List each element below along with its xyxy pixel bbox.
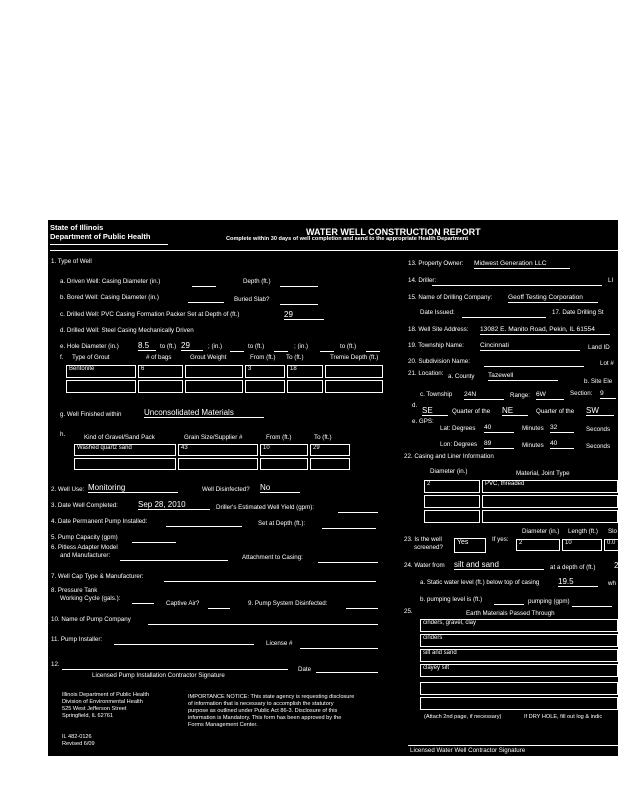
county-label: a. County (448, 373, 475, 380)
form-id: IL 482-0126 (62, 734, 92, 740)
hole-diameter-2-field[interactable] (230, 351, 244, 352)
date-issued-field[interactable] (462, 317, 546, 318)
notice-line-5: Forms Management Center. (188, 722, 258, 728)
longitude-seconds-label: Seconds (586, 443, 611, 450)
pressure-tank-label: 8. Pressure Tank (51, 587, 98, 594)
grout-from-cell[interactable] (245, 365, 285, 378)
casing-material-header: Material, Joint Type (516, 470, 570, 477)
item-25-label: 25. (404, 608, 413, 615)
dry-hole-note: If DRY HOLE, fill out log & indic (524, 714, 603, 720)
grout-type-cell[interactable] (66, 365, 136, 378)
screened-value: Yes (457, 539, 469, 546)
well-site-value[interactable]: 13082 E. Manito Road, Pekin, IL 61554 (480, 326, 610, 335)
driller-label: 14. Driller: (408, 277, 437, 284)
latitude-label: Lat: Degrees (440, 425, 476, 432)
material-row-5[interactable] (420, 682, 618, 695)
captive-air-label: Captive Air? (166, 600, 200, 607)
earth-materials-header: Earth Materials Passed Through (466, 610, 555, 617)
casing-material-cell-2[interactable] (482, 495, 618, 508)
driven-depth-field[interactable] (280, 286, 318, 287)
gravel-grain-header: Grain Size/Supplier # (184, 434, 243, 441)
pump-signature-caption: Licensed Pump Installation Contractor Signature (92, 672, 225, 679)
gravel-to-value: 29 (313, 445, 320, 451)
county-value[interactable]: Tazewell (488, 372, 558, 381)
well-use-label: 2. Well Use: (51, 486, 85, 493)
section-label: Section: (570, 390, 593, 397)
latitude-seconds-label: Seconds (586, 426, 611, 433)
driven-depth-label: Depth (ft.) (243, 278, 271, 285)
gravel-kind-cell-2[interactable] (74, 458, 176, 470)
working-cycle-field[interactable] (132, 603, 154, 604)
driller-field[interactable] (432, 285, 602, 286)
casing-info-label: 22. Casing and Liner Information (404, 453, 494, 460)
static-level-value[interactable]: 19.5 (558, 577, 598, 587)
date-field[interactable] (316, 672, 378, 673)
pumping-gpm-field[interactable] (572, 606, 612, 607)
material-row-2[interactable] (420, 634, 618, 647)
range-label: Range: (510, 392, 530, 399)
grout-to-header: To (ft.) (286, 354, 304, 361)
gps-label: e. GPS: (412, 418, 434, 425)
to-ft-2-field[interactable] (274, 351, 288, 352)
department-label: Department of Public Health (50, 232, 151, 241)
well-use-value[interactable]: Monitoring (88, 483, 178, 493)
date-pump-label: 4. Date Permanent Pump Installed: (51, 518, 148, 525)
item-12-label: 12. (51, 661, 60, 668)
at-depth-label: at a depth of (ft.) (550, 564, 596, 571)
to-ft-label: to (ft.) (160, 343, 177, 350)
manufacturer-label: and Manufacturer: (60, 552, 111, 559)
attachment-field[interactable] (318, 562, 378, 563)
pvc-depth-value[interactable]: 29 (284, 310, 324, 320)
grout-tremie-cell-2[interactable] (325, 380, 383, 393)
report-title: WATER WELL CONSTRUCTION REPORT (306, 227, 481, 237)
casing-diameter-cell[interactable] (424, 480, 480, 493)
in-label-3: ; (in.) (294, 343, 309, 350)
hole-diameter-value[interactable]: 8.5 (138, 341, 156, 351)
grout-bags-cell[interactable] (138, 365, 183, 378)
grout-weight-cell-2[interactable] (185, 380, 243, 393)
property-owner-label: 13. Property Owner: (408, 260, 464, 267)
location-label: 21. Location: (408, 370, 444, 377)
property-owner-value[interactable]: Midwest Generation LLC (474, 260, 570, 269)
subdivision-field[interactable] (484, 366, 584, 367)
revised-date: Revised 6/09 (62, 741, 95, 747)
longitude-label: Lon: Degrees (440, 441, 478, 448)
well-finished-label: g. Well Finished within (60, 411, 122, 418)
static-level-label: a. Static water level (ft.) below top of casing (420, 579, 540, 586)
date-drilling-label: 17. Date Drilling St (552, 309, 604, 316)
pump-capacity-label: 5. Pump Capacity (gpm) (51, 534, 118, 541)
footer-address-2: Division of Environmental Health (62, 699, 143, 705)
in-label-2: ; (in.) (208, 343, 223, 350)
grout-tremie-cell[interactable] (325, 365, 383, 378)
notice-line-4: information is Mandatory. This form has been approved by the (188, 715, 342, 721)
site-elevation-label: b. Site Ele (584, 378, 613, 385)
material-value-3: silt and sand (423, 650, 457, 656)
contractor-signature-field[interactable] (408, 745, 618, 746)
driller-yield-field[interactable] (338, 512, 378, 513)
bored-well-label: b. Bored Well: Casing Diameter (in.) (60, 294, 159, 301)
gravel-grain-cell[interactable] (178, 444, 258, 456)
pump-signature-field[interactable] (62, 669, 288, 670)
grout-type-header: Type of Grout (72, 354, 110, 361)
to-ft-label-3: to (ft.) (340, 343, 357, 350)
date-completed-value[interactable]: Sep 28, 2010 (138, 500, 210, 510)
longitude-minutes[interactable]: 40 (550, 440, 574, 449)
grout-type-value: Bentonite (69, 366, 95, 372)
township-name-value[interactable]: Cincinnati (480, 342, 580, 351)
contractor-signature-caption: Licensed Water Well Contractor Signature (410, 747, 526, 754)
screen-diameter-cell[interactable] (516, 539, 560, 551)
driven-well-label: a. Driven Well: Casing Diameter (in.) (60, 278, 161, 285)
date-pump-field[interactable] (166, 526, 242, 527)
casing-diameter-cell-2[interactable] (424, 495, 480, 508)
captive-air-field[interactable] (208, 608, 230, 609)
state-label: State of Illinois (50, 223, 104, 232)
to-ft-3-field[interactable] (366, 351, 380, 352)
drilled-pvc-label: c. Drilled Well: PVC Casing Formation Packer Set at Depth of (ft.) (60, 311, 240, 318)
pitless-label: 6. Pitless Adapter Model (51, 544, 118, 551)
screen-slot-value: 0.0 (607, 540, 616, 546)
grout-to-cell[interactable] (287, 365, 323, 378)
gravel-h-label: h. (60, 431, 66, 438)
well-disinfected-value[interactable]: No (260, 483, 300, 493)
well-cap-field[interactable] (164, 581, 376, 582)
if-yes-label: If yes: (492, 536, 509, 543)
gravel-kind-header: Kind of Gravel/Sand Pack (84, 434, 155, 441)
casing-diameter-value: 2 (427, 481, 431, 487)
report-instruction: Complete within 30 days of well completion and send to the appropriate Health Department (226, 236, 469, 242)
gravel-grain-cell-2[interactable] (178, 458, 258, 470)
grout-from-value: 3 (248, 366, 252, 372)
township-name-label: 19. Township Name: (408, 342, 464, 349)
type-of-well: 1. Type of Well (51, 258, 92, 265)
grout-from-header: From (ft.) (250, 354, 276, 361)
material-value-2: cinders (423, 635, 443, 641)
material-value-4: clayey silt (423, 665, 450, 671)
casing-material-value: PVC, threaded (485, 481, 525, 487)
quarter-d-label: d. (412, 402, 418, 409)
material-row-3[interactable] (420, 649, 618, 662)
gravel-from-cell[interactable] (260, 444, 308, 456)
subdivision-label: 20. Subdivision Name: (408, 358, 470, 365)
longitude-minutes-label: Minutes (522, 442, 544, 449)
drilling-company-label: 15. Name of Drilling Company: (408, 294, 493, 301)
screen-length-cell[interactable] (562, 539, 602, 551)
gravel-kind-value: Washed quartz sand (77, 445, 132, 451)
quarter-1-value[interactable]: SE (422, 406, 448, 416)
casing-material-cell[interactable] (482, 480, 618, 493)
pumping-gpm-label: pumping (gpm) (528, 598, 570, 605)
latitude-degrees[interactable]: 40 (484, 424, 514, 433)
attachment-label: Attachment to Casing: (242, 554, 303, 561)
latitude-minutes-label: Minutes (522, 425, 544, 432)
date-completed-label: 3. Date Well Completed: (51, 502, 118, 509)
material-row-1[interactable] (420, 619, 618, 632)
bored-diameter-field[interactable] (188, 302, 224, 303)
casing-diameter-cell-3[interactable] (424, 510, 480, 523)
gravel-grain-value: 43 (181, 445, 188, 451)
land-id-label: Land ID (588, 344, 610, 351)
set-depth-label: Set at Depth (ft.): (258, 520, 306, 527)
hole-diameter-3-field[interactable] (320, 351, 334, 352)
gravel-from-cell-2[interactable] (260, 458, 308, 470)
license-label: License # (266, 640, 293, 647)
date-issued-label: Date Issued: (420, 309, 455, 316)
pump-capacity-field[interactable] (132, 542, 176, 543)
date-label: Date (298, 666, 312, 673)
well-site-label: 18. Well Site Address: (408, 326, 469, 333)
footer-address-3: 525 West Jefferson Street (62, 706, 127, 712)
attach-note: (Attach 2nd page, if necessary) (424, 714, 502, 720)
screened-value-box[interactable] (454, 538, 486, 553)
township-label: c. Township (420, 391, 453, 398)
to-ft-value[interactable]: 29 (181, 341, 203, 351)
gravel-from-header: From (ft.) (266, 434, 292, 441)
material-value-1: cinders, gravel, clay (423, 620, 477, 626)
longitude-degrees[interactable]: 89 (484, 440, 514, 449)
grout-bags-header: # of bags (146, 354, 172, 361)
drilled-steel-label: d. Drilled Well: Steel Casing Mechanically Driven (60, 327, 194, 334)
drilling-company-value[interactable]: Geoff Testing Corporation (508, 294, 598, 303)
notice-line-2: of information that is necessary to accomplish the statutory (188, 701, 334, 707)
pump-installer-label: 11. Pump Installer: (51, 636, 103, 643)
at-depth-value[interactable]: 20 (614, 561, 623, 570)
grout-tremie-header: Tremie Depth (ft.) (330, 354, 379, 361)
notice-line-3: purpose as outlined under Public Act 86-3. Disclosure of this (188, 708, 338, 714)
screen-slot-cell[interactable] (604, 539, 624, 551)
license-field[interactable] (300, 648, 378, 649)
screen-diameter-value: 2 (519, 540, 523, 546)
latitude-minutes[interactable]: 32 (550, 424, 574, 433)
grout-bags-value: 6 (141, 366, 145, 372)
screen-length-header: Length (ft.) (568, 528, 598, 535)
screened-label-2: screened? (414, 544, 443, 551)
buried-slab-label: Buried Slab? (234, 296, 270, 303)
static-level-suffix: wh (608, 580, 616, 587)
well-finished-value[interactable]: Unconsolidated Materials (144, 408, 264, 418)
driller-value[interactable]: LI (608, 277, 614, 284)
gravel-to-cell-2[interactable] (310, 458, 350, 470)
footer-address-4: Springfield, IL 62761 (62, 713, 114, 719)
pump-company-field[interactable] (148, 624, 378, 625)
section-value[interactable]: 9 (600, 390, 616, 399)
screen-diameter-header: Diameter (in.) (522, 528, 560, 535)
range-value[interactable]: 6W (536, 391, 564, 400)
pumping-level-label: b. pumping level is (ft.) (420, 596, 483, 603)
quarter-of-label: Quarter of the (452, 408, 491, 415)
pump-disinfected-field[interactable] (346, 608, 378, 609)
footer-address-1: Illinois Department of Public Health (62, 692, 150, 698)
water-from-value[interactable]: silt and sand (454, 560, 544, 570)
gravel-from-value: 10 (263, 445, 270, 451)
water-from-label: 24. Water from (404, 562, 445, 569)
screened-label: 23. Is the well (404, 536, 442, 543)
grout-bags-cell-2[interactable] (138, 380, 183, 393)
well-construction-report (48, 220, 623, 756)
grout-weight-header: Grout Weight (190, 354, 227, 361)
grout-f-label: f. (60, 354, 64, 361)
casing-diameter-header: Diameter (in.) (430, 468, 468, 475)
pitless-field[interactable] (120, 560, 228, 561)
pumping-level-field[interactable] (494, 604, 524, 605)
grout-from-cell-2[interactable] (245, 380, 285, 393)
casing-material-cell-3[interactable] (482, 510, 618, 523)
quarter-2-value[interactable]: NE (502, 406, 528, 416)
grout-type-cell-2[interactable] (66, 380, 136, 393)
material-row-4[interactable] (420, 664, 618, 677)
gravel-to-header: To (ft.) (314, 434, 332, 441)
header-rule (50, 244, 168, 245)
grout-to-cell-2[interactable] (287, 380, 323, 393)
well-cap-label: 7. Well Cap Type & Manufacturer: (51, 573, 144, 580)
pump-disinfected-label: 9. Pump System Disinfected: (248, 600, 328, 607)
quarter-3-value[interactable]: SW (586, 406, 614, 416)
gravel-to-cell[interactable] (310, 444, 350, 456)
notice-line-1: IMPORTANCE NOTICE: This state agency is requesting disclosure (188, 694, 355, 700)
gravel-kind-cell[interactable] (74, 444, 176, 456)
buried-slab-field[interactable] (280, 304, 318, 305)
working-cycle-label: Working Cycle (gals.): (60, 595, 121, 602)
driller-yield-label: Driller's Estimated Well Yield (gpm): (216, 504, 315, 511)
material-row-6[interactable] (420, 697, 618, 710)
to-ft-label-2: to (ft.) (248, 343, 265, 350)
pump-company-label: 10. Name of Pump Company (51, 616, 131, 623)
quarter-of-label-2: Quarter of the (536, 408, 575, 415)
hole-diameter-label: e. Hole Diameter (in.) (60, 343, 119, 350)
set-depth-field[interactable] (322, 528, 376, 529)
pump-installer-field[interactable] (114, 644, 254, 645)
township-number[interactable]: 24N (464, 391, 504, 400)
driven-diameter-field[interactable] (192, 286, 216, 287)
grout-weight-cell[interactable] (185, 365, 243, 378)
screen-slot-header: Slo (608, 528, 617, 535)
lot-label: Lot # (600, 360, 614, 367)
header-divider (50, 250, 618, 251)
grout-to-value: 18 (290, 366, 297, 372)
screen-length-value: 10 (565, 540, 572, 546)
well-disinfected-label: Well Disinfected? (202, 486, 250, 493)
